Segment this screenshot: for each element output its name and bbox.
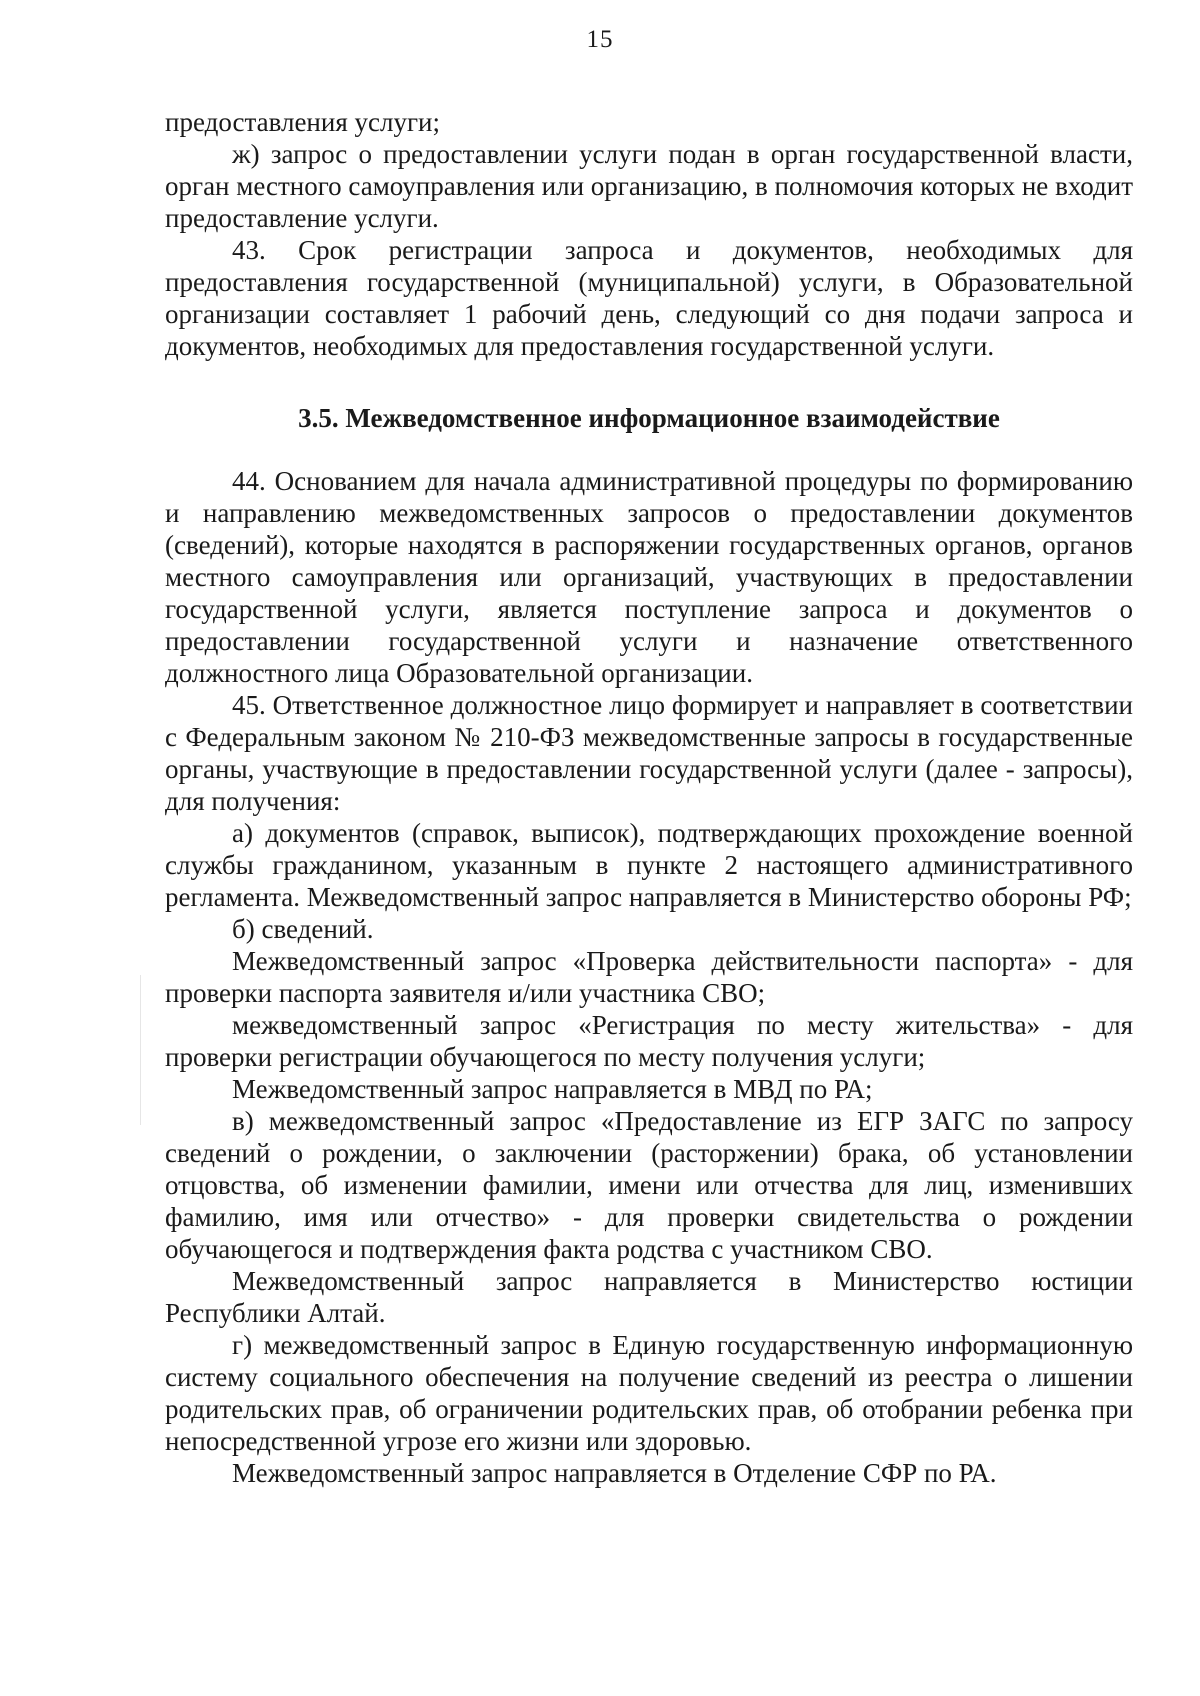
paragraph: Межведомственный запрос направляется в Министерство юстиции Республики Алтай.	[165, 1266, 1133, 1328]
paragraph: б) сведений.	[232, 914, 374, 944]
paragraph: а) документов (справок, выписок), подтверждающих прохождение военной службы гражданином, указанным в пункте 2 настоящего административного регламента. Межведомственный запрос направляется в Министерство обороны РФ;	[165, 818, 1133, 912]
paragraph: 44. Основанием для начала административной процедуры по формированию и направлению межведомственных запросов о предоставлении документов (сведений), которые находятся в распоряжении государственных органов, органов местного самоуправления или организаций, участвующих в предоставлении государственной услуги, является поступление запроса и документов о предоставлении государственной услуги и назначение ответственного должностного лица Образовательной организации.	[165, 466, 1133, 688]
paragraph: Межведомственный запрос «Проверка действительности паспорта» - для проверки паспорта заявителя и/или участника СВО;	[165, 946, 1133, 1008]
paragraphs-after-heading	[165, 465, 1133, 1489]
paragraph: предоставления услуги;	[165, 107, 440, 137]
scan-artifact	[140, 975, 141, 1125]
paragraph: межведомственный запрос «Регистрация по месту жительства» - для проверки регистрации обучающегося по месту получения услуги;	[165, 1010, 1133, 1072]
paragraph: Межведомственный запрос направляется в МВД по РА;	[232, 1074, 873, 1104]
paragraph: в) межведомственный запрос «Предоставление из ЕГР ЗАГС по запросу сведений о рождении, о заключении (расторжении) брака, об установлении отцовства, об изменении фамилии, имени или отчества для лиц, изменивших фамилию, имя или отчество» - для проверки свидетельства о рождении обучающегося и подтверждения факта родства с участником СВО.	[165, 1106, 1133, 1264]
document-body	[165, 106, 1133, 1489]
paragraph: г) межведомственный запрос в Единую государственную информационную систему социального обеспечения на получение сведений из реестра о лишении родительских прав, об ограничении родительских прав, об отобрании ребенка при непосредственной угрозе его жизни или здоровью.	[165, 1330, 1133, 1456]
page-number: 15	[586, 26, 614, 53]
paragraph: Межведомственный запрос направляется в Отделение СФР по РА.	[232, 1458, 997, 1488]
paragraph: 45. Ответственное должностное лицо формирует и направляет в соответствии с Федеральным законом № 210-ФЗ межведомственные запросы в государственные органы, участвующие в предоставлении государственной услуги (далее - запросы), для получения:	[165, 690, 1133, 816]
section-heading: 3.5. Межведомственное информационное взаимодействие	[298, 403, 1000, 433]
paragraph: 43. Срок регистрации запроса и документов, необходимых для предоставления государственной (муниципальной) услуги, в Образовательной организации составляет 1 рабочий день, следующий со дня подачи запроса и документов, необходимых для предоставления государственной услуги.	[165, 235, 1133, 361]
paragraphs-before-heading	[165, 106, 1133, 362]
paragraph: ж) запрос о предоставлении услуги подан в орган государственной власти, орган местного самоуправления или организацию, в полномочия которых не входит предоставление услуги.	[165, 139, 1133, 233]
